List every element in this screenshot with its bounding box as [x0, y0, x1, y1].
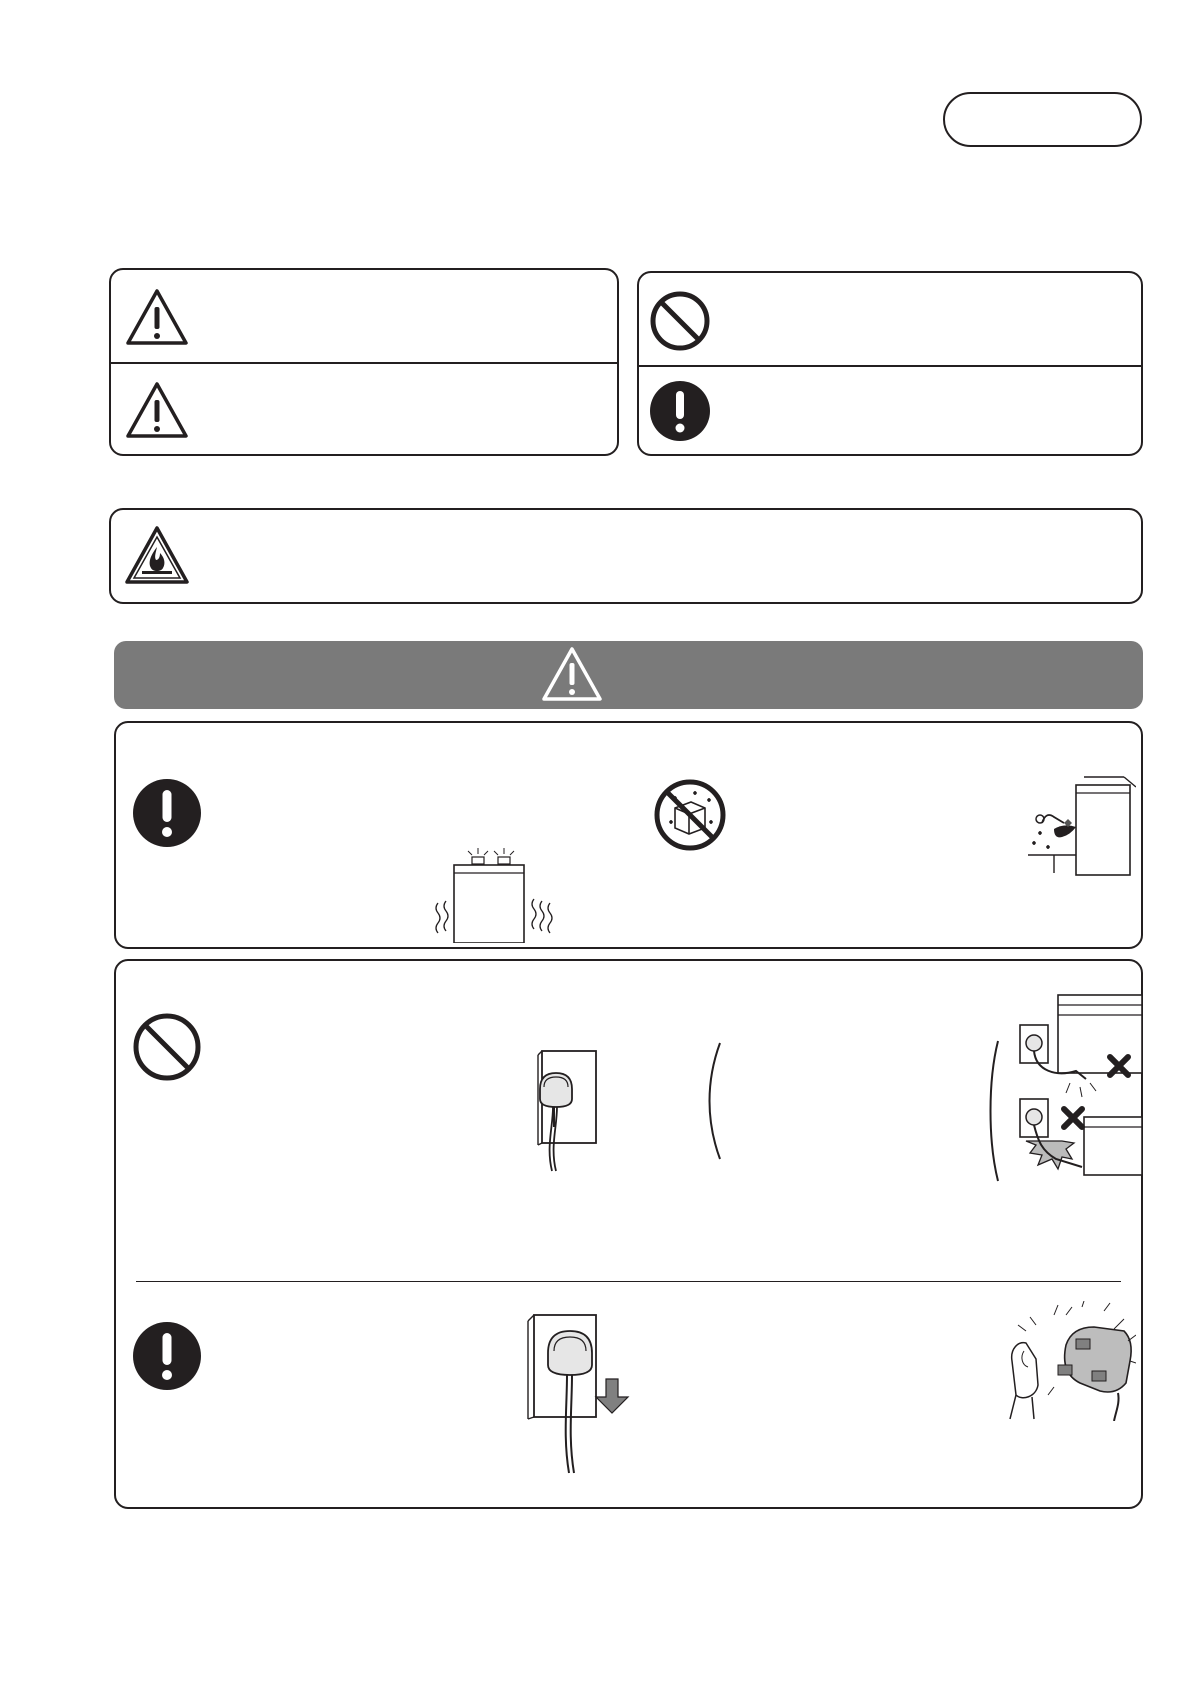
warning-triangle-icon — [124, 287, 190, 347]
section-b-box — [114, 959, 1143, 1509]
flammable-box — [109, 508, 1143, 604]
warning-triangle-icon — [540, 644, 604, 704]
water-splash-illustration — [1024, 773, 1136, 883]
warning-banner — [114, 641, 1143, 709]
flammable-icon — [124, 525, 190, 585]
no-water-spray-icon — [653, 778, 727, 852]
mandatory-icon — [132, 1321, 202, 1391]
plug-in-socket-illustration — [520, 1047, 600, 1177]
page-label-pill — [943, 92, 1142, 147]
mandatory-icon — [649, 380, 711, 442]
mandatory-icon — [132, 778, 202, 848]
legend-right-divider — [639, 365, 1141, 367]
clean-plug-illustration — [996, 1301, 1136, 1421]
fridge-ventilation-illustration — [416, 843, 566, 943]
bracket-divider — [704, 1041, 724, 1161]
section-b-divider — [136, 1281, 1121, 1282]
caution-triangle-icon — [124, 380, 190, 440]
legend-left-box — [109, 268, 619, 456]
pull-plug-illustration — [524, 1307, 644, 1477]
prohibited-icon — [649, 290, 711, 352]
legend-right-box — [637, 271, 1143, 456]
legend-left-divider — [111, 362, 617, 364]
prohibited-icon — [132, 1012, 202, 1082]
damaged-cord-illustration — [986, 991, 1142, 1191]
section-a-box — [114, 721, 1143, 949]
